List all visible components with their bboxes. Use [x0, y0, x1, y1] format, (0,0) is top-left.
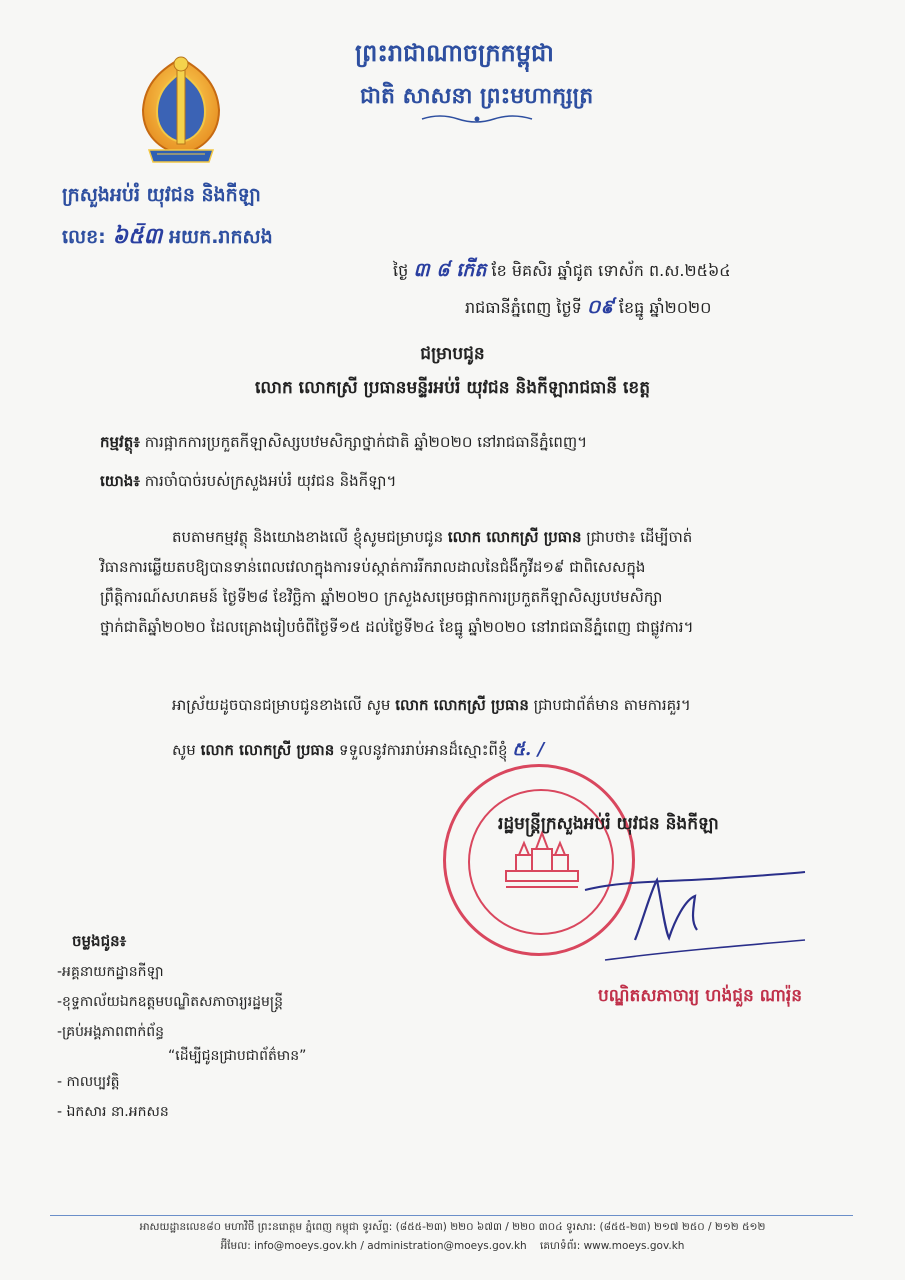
body-paragraph-1 [100, 522, 840, 642]
p1-line-2: វិធានការឆ្លើយតបឱ្យបានទាន់ពេលវេលាក្នុងការទប់ស្កាត់ការរីករាលដាលនៃជំងឺកូវីដ១៩ ជាពិសេសក្នុង [100, 558, 646, 576]
ministry-name: ក្រសួងអប់រំ យុវជន និងកីឡា [62, 184, 261, 206]
p1-line-3: ព្រឹត្តិការណ៍សហគមន៍ ថ្ងៃទី២៨ ខែវិច្ឆិកា ឆ្នាំ២០២០ ក្រសួងសម្រេចផ្អាកការប្រកួតកីឡាសិស្សបឋមសិក្សា [100, 588, 663, 606]
p2-b: ជ្រាបជាព័ត៌មាន តាមការគួរ។ [533, 696, 691, 714]
subject-line [100, 433, 587, 455]
ministry-emblem [135, 50, 227, 172]
p3-b: ទទួលនូវការរាប់អានដ៏ស្មោះពីខ្ញុំ [339, 741, 508, 759]
solar-date [465, 295, 712, 323]
footer-email-label: អ៊ីមែល: [220, 1240, 251, 1252]
solar-handwritten: ០៩ [586, 296, 614, 318]
recipient-line1: ជម្រាបជូន [420, 344, 485, 364]
reference-line [100, 472, 396, 494]
subject-text: ការផ្អាកការប្រកួតកីឡាសិស្សបឋមសិក្សាថ្នាក់ជាតិ ឆ្នាំ២០២០ នៅរាជធានីភ្នំពេញ។ [144, 433, 588, 451]
motto-ornament [420, 110, 535, 129]
distribution-item: -គ្រប់អង្គភាពពាក់ព័ន្ធ [57, 1024, 164, 1040]
lunar-suffix: ខែ មិគសិរ ឆ្នាំជូត ទោស័ក ព.ស.២៥៦៤ [491, 261, 731, 280]
national-motto: ជាតិ សាសនា ព្រះមហាក្សត្រ [360, 84, 594, 109]
p1-line-1-bold: លោក លោកស្រី ប្រធាន [447, 528, 582, 546]
distribution-item: -អគ្គនាយកដ្ឋានកីឡា [57, 964, 164, 980]
kingdom-title: ព្រះរាជាណាចក្រកម្ពុជា [355, 39, 554, 67]
distribution-item: -ខុទ្ទកាល័យឯកឧត្តមបណ្ឌិតសភាចារ្យរដ្ឋមន្ត្រី [57, 994, 283, 1010]
signature-handwritten [565, 860, 825, 974]
recipient-line2: លោក លោកស្រី ប្រធានមន្ទីរអប់រំ យុវជន និងកីឡារាជធានី ខេត្ត [255, 378, 650, 398]
distribution-item: - ឯកសារ នា.អកសន [57, 1104, 169, 1120]
p3-handwritten: ៥. / [512, 739, 545, 760]
distribution-item: - កាលប្បវត្តិ [57, 1074, 120, 1090]
lunar-handwritten: ៣ ៨ កើត [413, 259, 487, 281]
p2-a: អាស្រ័យដូចបានជម្រាបជូនខាងលើ សូម [172, 696, 391, 714]
signatory-name: បណ្ឌិតសភាចារ្យ ហង់ជួន ណារ៉ុន [598, 986, 803, 1006]
p1-line-4: ថ្នាក់ជាតិឆ្នាំ២០២០ ដែលគ្រោងរៀបចំពីថ្ងៃទី១៥ ដល់ថ្ងៃទី២៤ ខែធ្នូ ឆ្នាំ២០២០ នៅរាជធានីភ្នំពេញ ជាផ្លូវការ។ [100, 618, 694, 636]
p1-line-1-b: ជ្រាបថា៖ ដើម្បីចាត់ [586, 528, 693, 546]
p2-bold: លោក លោកស្រី ប្រធាន [395, 696, 529, 714]
solar-prefix: រាជធានីភ្នំពេញ ថ្ងៃទី [465, 298, 582, 317]
footer-divider [50, 1215, 853, 1216]
lunar-prefix: ថ្ងៃ [393, 261, 409, 280]
p3-bold: លោក លោកស្រី ប្រធាន [200, 741, 335, 759]
distribution-item: “ដើម្បីជូនជ្រាបជាព័ត៌មាន” [168, 1048, 307, 1064]
ref-suffix: អយក.រាកសង [168, 226, 273, 248]
lunar-date [393, 258, 731, 286]
solar-suffix: ខែធ្នូ ឆ្នាំ២០២០ [618, 298, 712, 317]
body-paragraph-3 [172, 735, 544, 765]
p1-line-1 [100, 522, 840, 552]
footer-website[interactable]: www.moeys.gov.kh [583, 1240, 685, 1252]
p3-a: សូម [172, 741, 196, 759]
p1-line-1-a: តបតាមកម្មវត្ថុ និងយោងខាងលើ ខ្ញុំសូមជម្រាបជូន [172, 528, 444, 546]
distribution-label: ចម្លងជូន៖ [72, 932, 127, 950]
footer-contact [0, 1240, 905, 1255]
body-paragraph-2 [172, 690, 691, 720]
footer-email[interactable]: info@moeys.gov.kh / administration@moeys.gov.kh [254, 1240, 527, 1252]
ref-handwritten: ៦៥៑៣ [112, 223, 163, 249]
ref-prefix: លេខ: [62, 226, 106, 248]
reference-label: យោង៖ [100, 472, 140, 490]
reference-number [62, 222, 273, 254]
subject-label: កម្មវត្ថុ៖ [100, 433, 140, 451]
footer-web-label: គេហទំព័រ: [540, 1240, 581, 1252]
signatory-title: រដ្ឋមន្ត្រីក្រសួងអប់រំ យុវជន និងកីឡា [498, 814, 719, 834]
reference-text: ការចាំបាច់របស់ក្រសួងអប់រំ យុវជន និងកីឡា។ [144, 472, 397, 490]
footer-address: អាសយដ្ឋានលេខ៨០ មហាវិថី ព្រះនរោត្តម ភ្នំពេញ កម្ពុជា ទូរស័ព្ទ: (៨៥៥-២៣) ២២០ ៦៧៣ / ២២០ ៣០៤ ទូរសារ: (៨៥៥-២៣) ២១៧ ២៥០ / ២១២ ៥១២ [139, 1221, 766, 1233]
